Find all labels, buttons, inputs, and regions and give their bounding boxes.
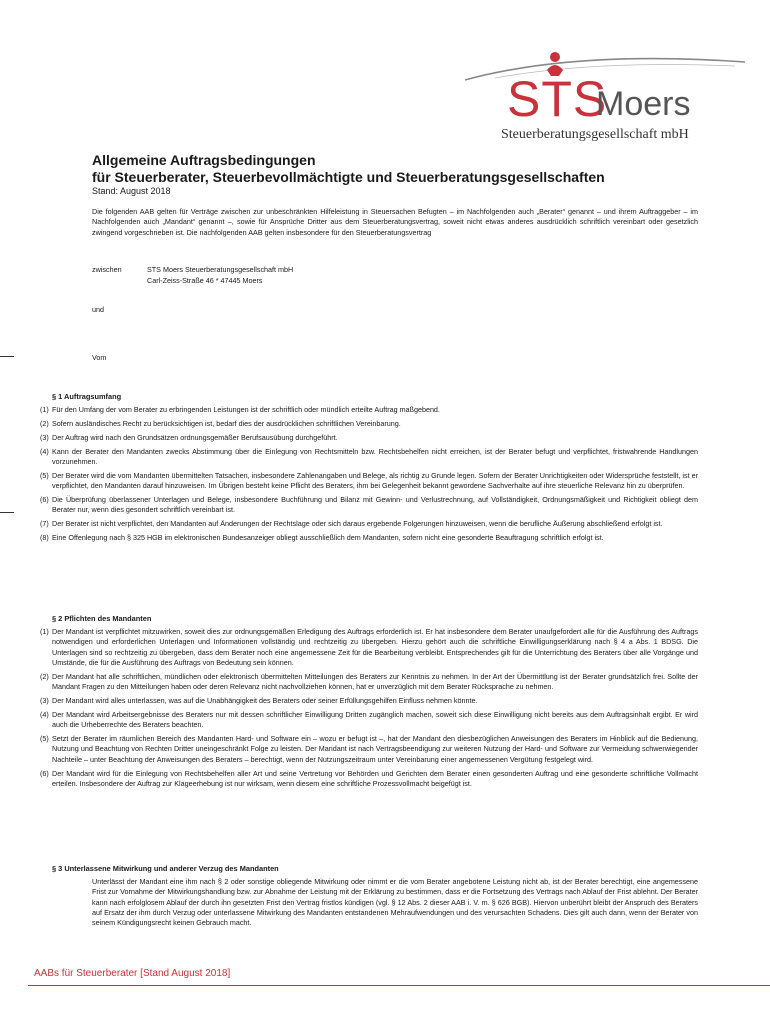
list-item [40, 405, 698, 415]
item-text: Die Überprüfung überlassener Unterlagen und Belege, insbesondere Buchführung und Bilanz mit Gewinn- und Verlustrechnung, auf Vollständigkeit, Ordnungsmäßigkeit und Richtigkeit obliegt dem Berater nur, wenn dies gesondert schriftlich vereinbart ist. [52, 495, 698, 515]
list-item [40, 519, 698, 529]
list-item [40, 471, 698, 492]
section-3 [40, 864, 698, 928]
item-number: (7) [40, 519, 49, 529]
item-number: (8) [40, 533, 49, 543]
section-1-items [40, 405, 698, 543]
item-text: Kann der Berater den Mandanten zwecks Abstimmung über die Einlegung von Rechtsmitteln bzw. Rechtsbehelfen nicht erreichen, ist der Berater befugt und verpflichtet, fristwahrende Handlungen vorzunehmen. [52, 446, 698, 466]
item-number: (4) [40, 446, 49, 456]
item-number: (3) [40, 432, 49, 442]
list-item [40, 447, 698, 468]
item-text: Der Mandant ist verpflichtet mitzuwirken, soweit dies zur ordnungsgemäßen Erledigung des Auftrags erforderlich ist. Er hat insbesondere dem Berater unaufgefordert alle für die Ausführung des Auftrags notwendigen und erforderlichen Unterlagen und Informationen vollständig und rechtzeitig zu übergeben. Hierzu gehört auch die schriftliche Einwilligungserklärung nach § 4 a Abs. 1 BDSG. Die Unterlagen sind so rechtzeitig zu übergeben, dass dem Berater noch eine angemessene Zeit für die Bearbeitung verbleibt. Entsprechendes gilt für die Unterrichtung des Beraters über alle Vorgänge und Umstände, die für die Ausführung des Auftrags von Bedeutung sein können. [52, 627, 698, 667]
punch-mark [0, 512, 14, 513]
item-text: Der Berater wird die vom Mandanten übermittelten Tatsachen, insbesondere Zahlenangaben und Belege, als richtig zu Grunde legen. Sofern der Berater Unrichtigkeiten oder Widersprüche feststellt, ist er verpflichtet, den Mandanten darauf hinzuweisen. Im Übrigen besteht keine Pflicht des Beraters, ihm bei Gelegenheit bekannt gewordene Sachverhalte auf ihre steuerliche Relevanz hin zu überprüfen. [52, 470, 698, 491]
intro-paragraph: Die folgenden AAB gelten für Verträge zwischen zur unbeschränkten Hilfeleistung in Steuersachen Befugten – im Nachfolgenden auch „Berater“ genannt – und ihrem Auftraggeber – im Nachfolgenden auch „Mandant“ genannt –, sowie für Ansprüche Dritter aus dem Steuerberatungsvertrag, soweit nicht etwas anderes ausdrücklich schriftlich vereinbart oder gesetzlich zwingend vorgeschrieben ist. Die nachfolgenden AAB gelten insbesondere für den Steuerberatungsvertrag [92, 207, 698, 237]
zwischen-label: zwischen [92, 265, 122, 274]
list-item [40, 627, 698, 668]
item-number: (5) [40, 734, 49, 744]
vom-label: Vom [92, 353, 107, 362]
item-number: (1) [40, 405, 49, 414]
logo-brand-moers: Moers [596, 85, 691, 123]
item-number: (6) [40, 768, 49, 778]
document-title [92, 152, 605, 186]
item-number: (2) [40, 418, 49, 428]
fold-mark [0, 356, 14, 357]
party-address: Carl-Zeiss-Straße 46 * 47445 Moers [147, 275, 263, 285]
list-item [40, 533, 698, 543]
party-company: STS Moers Steuerberatungsgesellschaft mbH [147, 265, 294, 274]
item-text: Sofern ausländisches Recht zu berücksichtigen ist, bedarf dies der ausdrücklichen schriftlichen Vereinbarung. [52, 418, 401, 428]
footer-divider [28, 985, 770, 986]
item-number: (3) [40, 695, 49, 705]
item-text: Der Auftrag wird nach den Grundsätzen ordnungsgemäßer Berufsausübung durchgeführt. [52, 432, 338, 442]
list-item [40, 710, 698, 731]
list-item [40, 734, 698, 765]
page-footer: AABs für Steuerberater [Stand August 2018] [34, 968, 231, 979]
section-2-items [40, 627, 698, 789]
item-text: Der Mandant wird alles unterlassen, was auf die Unabhängigkeit des Beraters oder seiner Erfüllungsgehilfen Einfluss nehmen könnte. [52, 695, 478, 705]
item-number: (2) [40, 671, 49, 681]
list-item [40, 495, 698, 516]
list-item [40, 696, 698, 706]
item-text: Eine Offenlegung nach § 325 HGB im elektronischen Bundesanzeiger obliegt ausschließlich dem Mandanten, sofern nicht eine gesonderte Beauftragung schriftlich erfolgt ist. [52, 533, 604, 543]
title-line-1: Allgemeine Auftragsbedingungen [92, 152, 316, 168]
item-text: Der Mandant wird Arbeitsergebnisse des Beraters nur mit dessen schriftlicher Einwilligung Dritten zugänglich machen, soweit sich diese Einwilligung nicht bereits aus dem Auftragsinhalt ergibt. Er wird auch die Urheberrechte des Beraters beachten. [52, 709, 698, 730]
item-text: Setzt der Berater im räumlichen Bereich des Mandanten Hard- und Software ein – wozu er befugt ist –, hat der Mandant den diesbezüglichen Anweisungen des Beraters im Hinblick auf die Bedienung, Nutzung und Beachtung von Rechten Dritter uneingeschränkt Folge zu leisten. Der Mandant ist nach Vertragsbeendigung zur weiteren Nutzung der Hard- und Software zur Vermeidung schwerwiegender Nachteile – unter Beachtung der Anweisungen des Beraters – berechtigt, wenn der Nutzungszeitraum unter Vereinbarung einer angemessenen Vergütung festgelegt wird. [52, 734, 698, 764]
item-number: (6) [40, 495, 49, 505]
item-text: Der Mandant wird für die Einlegung von Rechtsbehelfen aller Art und seine Vertretung vor Behörden und Gerichten dem Berater einen gesonderten Auftrag und eine gesonderte schriftliche Vollmacht erteilen. Insbesondere der Auftrag zur Klageerhebung ist nur wirksam, wenn diesem eine schriftliche Prozessvollmacht beigefügt ist. [52, 768, 698, 788]
section-2 [40, 614, 698, 793]
section-2-heading: § 2 Pflichten des Mandanten [52, 614, 152, 623]
item-text: Der Berater ist nicht verpflichtet, den Mandanten auf Änderungen der Rechtslage oder sich daraus ergebende Folgerungen hinzuweisen, wenn die berufliche Äußerung abschließend erfolgt ist. [52, 519, 663, 529]
section-3-heading: § 3 Unterlassene Mitwirkung und anderer Verzug des Mandanten [52, 864, 279, 873]
company-logo [455, 40, 755, 150]
item-number: (5) [40, 470, 49, 480]
title-line-2: für Steuerberater, Steuerbevollmächtigte und Steuerberatungsgesellschaften [92, 169, 605, 185]
item-number: (4) [40, 709, 49, 719]
item-text: Für den Umfang der vom Berater zu erbringenden Leistungen ist der schriftlich oder mündlich erteilte Auftrag maßgebend. [52, 405, 440, 414]
list-item [40, 672, 698, 693]
section-1-heading: § 1 Auftragsumfang [52, 392, 122, 401]
item-text: Der Mandant hat alle schriftlichen, mündlichen oder elektronisch übermittelten Mitteilungen des Beraters zur Kenntnis zu nehmen. In der Art der Übermittlung ist der Berater grundsätzlich frei. Sollte der Mandant Fragen zu den Mitteilungen haben oder deren Relevanz nicht nachvollziehen können, hat er unverzüglich mit dem Berater Rücksprache zu nehmen. [52, 671, 698, 692]
item-number: (1) [40, 627, 49, 636]
document-date: Stand: August 2018 [92, 186, 171, 196]
logo-subtitle: Steuerberatungsgesellschaft mbH [501, 127, 689, 142]
section-1 [40, 392, 698, 547]
und-label: und [92, 305, 104, 314]
list-item [40, 433, 698, 443]
logo-brand-sts: STS [507, 71, 608, 127]
list-item [40, 769, 698, 790]
section-3-text: Unterlässt der Mandant eine ihm nach § 2 oder sonstige obliegende Mitwirkung oder nimmt er die vom Berater angebotene Leistung nicht ab, ist der Berater berechtigt, eine angemessene Frist zur Vornahme der Mitwirkungshandlung bzw. zur Abnahme der Leistung mit der Erklärung zu bestimmen, dass er die Fortsetzung des Vertrags nach Ablauf der Frist ablehnt. Der Berater kann nach erfolglosem Ablauf der durch ihn gesetzten Frist den Vertrag fristlos kündigen (vgl. § 12 Abs. 2 dieser AAB i. V. m. § 626 BGB). Hiervon unberührt bleibt der Anspruch des Beraters auf Ersatz der ihm durch Verzug oder unterlassene Mitwirkung des Mandanten entstandenen Mehraufwendungen und des verursachten Schadens. Dies gilt auch dann, wenn der Berater von seinem Kündigungsrecht keinen Gebrauch macht. [92, 877, 698, 928]
list-item [40, 419, 698, 429]
